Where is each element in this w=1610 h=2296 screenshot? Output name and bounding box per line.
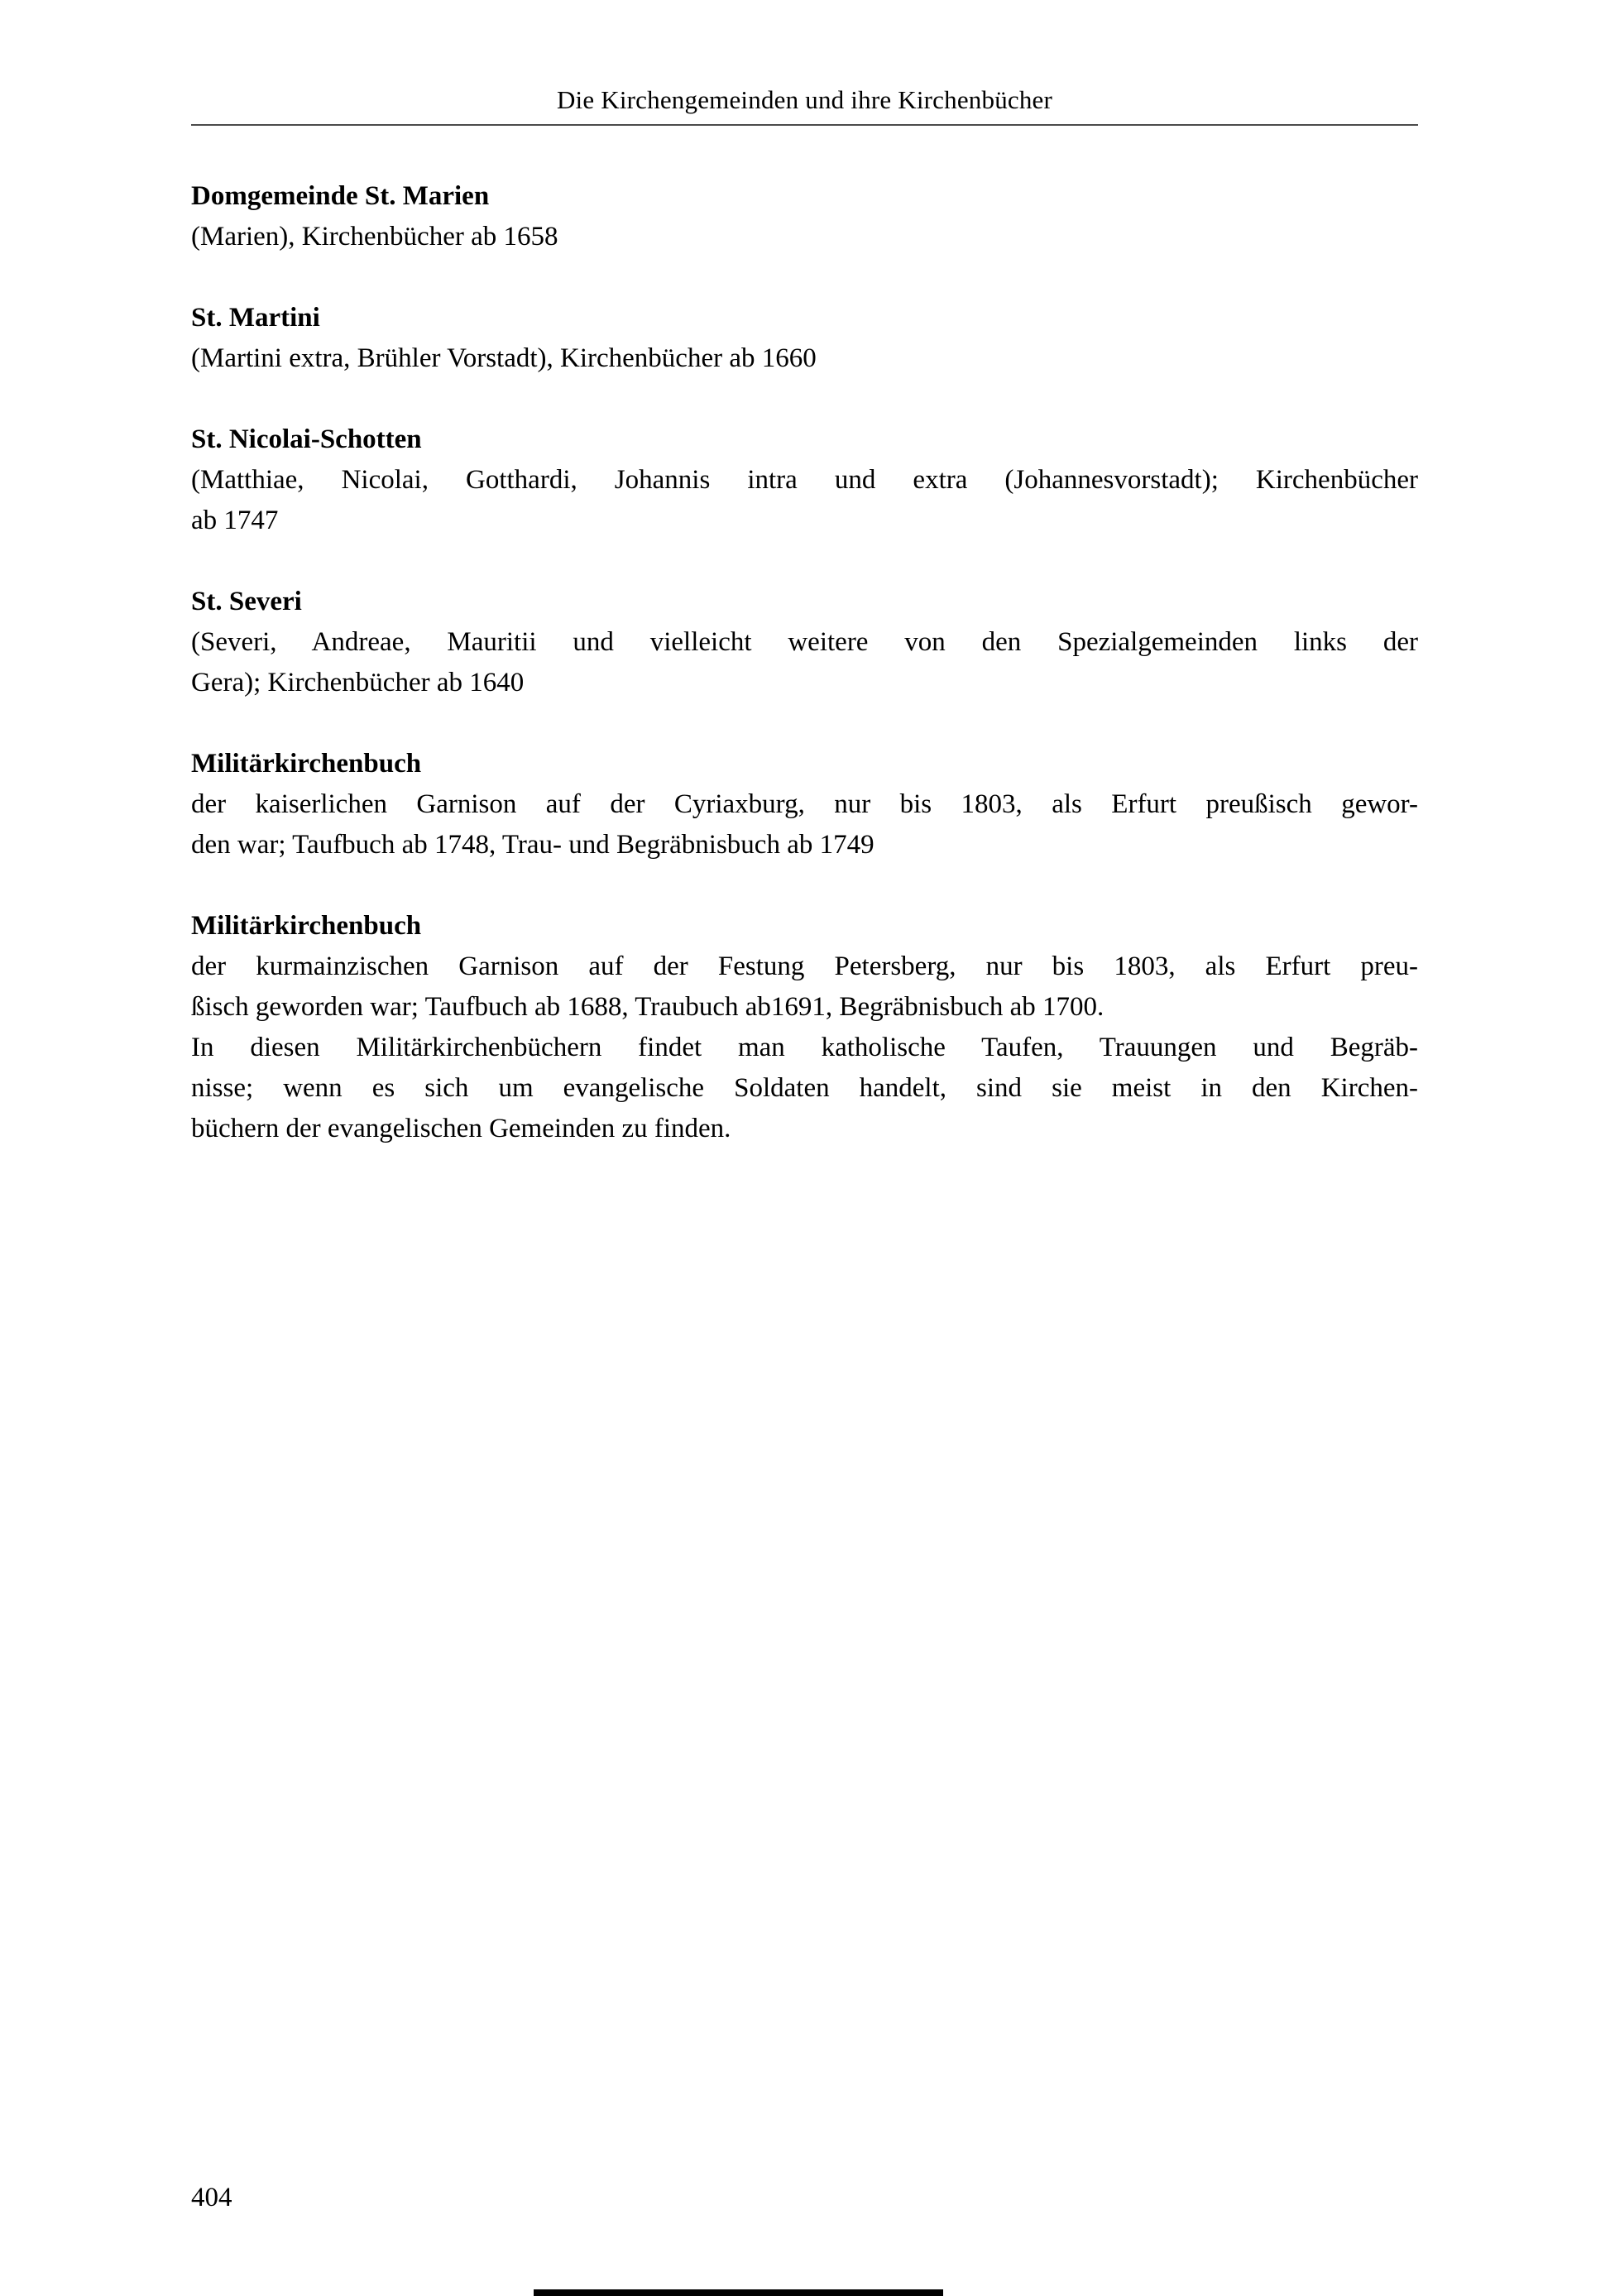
church-entry (191, 582, 1418, 703)
entry-text-line: In diesen Militärkirchenbüchern findet man katholische Taufen, Trauungen und Begräb- (191, 1033, 1418, 1062)
church-entry (191, 744, 1418, 865)
page-header (191, 84, 1418, 126)
church-entry (191, 176, 1418, 257)
header-rule (191, 124, 1418, 126)
entry-text-line: ßisch geworden war; Taufbuch ab 1688, Traubuch ab1691, Begräbnisbuch ab 1700. (191, 992, 1104, 1022)
page-number: 404 (191, 2183, 232, 2212)
entry-text-line: der kaiserlichen Garnison auf der Cyriaxburg, nur bis 1803, als Erfurt preußisch gewor- (191, 789, 1418, 819)
entry-text-line: nisse; wenn es sich um evangelische Soldaten handelt, sind sie meist in den Kirchen- (191, 1073, 1418, 1103)
scan-edge-artifact (534, 2289, 943, 2296)
entry-title: Militärkirchenbuch (191, 911, 422, 941)
entry-title: Domgemeinde St. Marien (191, 181, 490, 211)
entry-text-line: (Martini extra, Brühler Vorstadt), Kirchenbücher ab 1660 (191, 343, 817, 373)
entry-title: St. Severi (191, 587, 302, 616)
church-entry (191, 298, 1418, 379)
church-entry (191, 419, 1418, 541)
entry-text-line: (Matthiae, Nicolai, Gotthardi, Johannis intra und extra (Johannesvorstadt); Kirchenbücher (191, 465, 1418, 495)
entry-text-line: (Marien), Kirchenbücher ab 1658 (191, 222, 558, 252)
entry-text-line: ab 1747 (191, 506, 279, 535)
church-entry (191, 906, 1418, 1149)
entry-text-line: (Severi, Andreae, Mauritii und vielleicht weitere von den Spezialgemeinden links der (191, 627, 1418, 657)
entry-title: St. Martini (191, 303, 320, 333)
entry-title: St. Nicolai-Schotten (191, 424, 422, 454)
entry-text-line: der kurmainzischen Garnison auf der Festung Petersberg, nur bis 1803, als Erfurt preu- (191, 951, 1418, 981)
entry-title: Militärkirchenbuch (191, 749, 422, 779)
entry-text-line: den war; Taufbuch ab 1748, Trau- und Begräbnisbuch ab 1749 (191, 830, 874, 860)
entry-text-line: büchern der evangelischen Gemeinden zu finden. (191, 1114, 731, 1143)
running-title: Die Kirchengemeinden und ihre Kirchenbücher (556, 85, 1053, 114)
entry-text-line: Gera); Kirchenbücher ab 1640 (191, 668, 525, 697)
entries-list (191, 176, 1418, 1190)
